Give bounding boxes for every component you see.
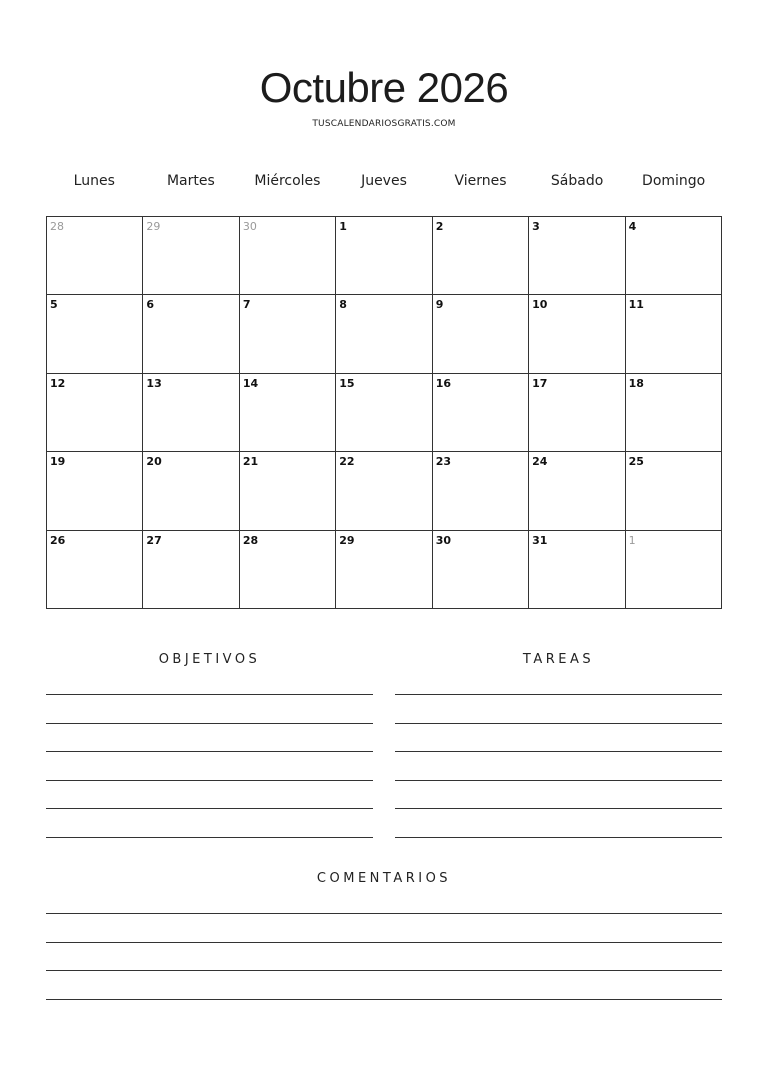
weekday-label: Martes [166, 173, 215, 189]
day-number: 22 [339, 455, 355, 469]
day-number: 7 [242, 298, 251, 312]
day-number: 3 [532, 220, 540, 233]
calendar-day-cell[interactable] [433, 531, 529, 609]
calendar-day-cell[interactable] [143, 531, 239, 609]
day-number: 14 [242, 376, 259, 390]
calendar-day-cell[interactable] [626, 374, 722, 452]
weekday-label: Domingo [642, 173, 706, 189]
adjacent-month-day-number: 1 [628, 533, 636, 547]
tareas-writing-line[interactable] [395, 694, 722, 695]
objetivos-writing-line[interactable] [46, 780, 373, 781]
tareas-writing-line[interactable] [395, 751, 722, 752]
day-number: 5 [50, 298, 58, 312]
day-number: 17 [532, 376, 548, 390]
calendar-day-cell[interactable] [240, 374, 336, 452]
calendar-day-cell[interactable] [143, 295, 239, 373]
tareas-writing-line[interactable] [395, 780, 722, 781]
day-number: 26 [50, 533, 66, 547]
adjacent-month-day-number: 29 [146, 220, 161, 233]
objetivos-heading: OBJETIVOS [158, 652, 261, 667]
calendar-day-cell[interactable] [336, 374, 432, 452]
day-number: 27 [146, 533, 162, 547]
calendar-day-cell[interactable] [626, 217, 722, 295]
day-number: 11 [628, 298, 644, 312]
comentarios-heading: COMENTARIOS [316, 871, 452, 886]
calendar-day-cell[interactable] [626, 295, 722, 373]
objetivos-writing-line[interactable] [46, 751, 373, 752]
comentarios-writing-line[interactable] [46, 942, 722, 943]
tareas-writing-line[interactable] [395, 837, 722, 838]
comentarios-writing-line[interactable] [46, 970, 722, 971]
tareas-heading: TAREAS [522, 652, 595, 667]
calendar-day-cell[interactable] [529, 217, 625, 295]
day-number: 18 [628, 376, 644, 390]
calendar-day-cell[interactable] [47, 295, 143, 373]
day-number: 4 [628, 220, 637, 233]
day-number: 13 [146, 376, 162, 390]
day-number: 24 [532, 455, 548, 469]
tareas-writing-line[interactable] [395, 808, 722, 809]
weekday-header-row [46, 173, 722, 191]
calendar-day-cell[interactable] [529, 374, 625, 452]
calendar-day-cell[interactable] [143, 452, 239, 530]
calendar-day-cell[interactable] [433, 295, 529, 373]
page-title: Octubre 2026 [259, 64, 509, 111]
calendar-day-cell[interactable] [336, 217, 432, 295]
calendar-day-cell[interactable] [529, 531, 625, 609]
calendar-day-cell[interactable] [626, 531, 722, 609]
calendar-day-cell[interactable] [47, 452, 143, 530]
day-number: 30 [435, 533, 452, 547]
day-number: 10 [532, 298, 548, 312]
calendar-day-cell[interactable] [626, 452, 722, 530]
calendar-day-cell[interactable] [529, 452, 625, 530]
website-label: TUSCALENDARIOSGRATIS.COM [312, 119, 456, 129]
calendar-day-cell[interactable] [47, 531, 143, 609]
objetivos-writing-line[interactable] [46, 723, 373, 724]
day-number: 29 [339, 533, 355, 547]
calendar-day-cell[interactable] [143, 374, 239, 452]
calendar-day-cell[interactable] [529, 295, 625, 373]
comentarios-writing-line[interactable] [46, 999, 722, 1000]
day-number: 20 [146, 455, 162, 469]
calendar-day-cell[interactable] [47, 374, 143, 452]
objetivos-writing-line[interactable] [46, 694, 373, 695]
day-number: 12 [50, 376, 66, 390]
day-number: 25 [628, 455, 644, 469]
day-number: 8 [339, 298, 347, 312]
calendar-day-cell[interactable] [47, 217, 143, 295]
day-number: 16 [435, 376, 452, 390]
day-number: 15 [339, 376, 355, 390]
calendar-day-cell[interactable] [143, 217, 239, 295]
weekday-label: Miércoles [254, 173, 321, 189]
day-number: 9 [435, 298, 444, 312]
day-number: 19 [50, 455, 66, 469]
calendar-day-cell[interactable] [433, 452, 529, 530]
calendar-grid [46, 216, 722, 609]
objetivos-writing-line[interactable] [46, 837, 373, 838]
day-number: 6 [146, 298, 155, 312]
calendar-day-cell[interactable] [240, 452, 336, 530]
day-number: 23 [435, 455, 452, 469]
calendar-day-cell[interactable] [433, 374, 529, 452]
day-number: 28 [242, 533, 259, 547]
objetivos-writing-line[interactable] [46, 808, 373, 809]
weekday-label: Lunes [73, 173, 115, 189]
calendar-day-cell[interactable] [240, 531, 336, 609]
day-number: 1 [339, 220, 347, 233]
comentarios-writing-line[interactable] [46, 913, 722, 914]
calendar-day-cell[interactable] [336, 295, 432, 373]
calendar-day-cell[interactable] [240, 217, 336, 295]
calendar-day-cell[interactable] [433, 217, 529, 295]
calendar-day-cell[interactable] [240, 295, 336, 373]
adjacent-month-day-number: 28 [50, 220, 64, 233]
weekday-label: Sábado [550, 173, 604, 189]
weekday-label: Viernes [454, 173, 507, 189]
calendar-day-cell[interactable] [336, 452, 432, 530]
day-number: 31 [532, 533, 548, 547]
weekday-label: Jueves [361, 173, 407, 189]
day-number: 21 [242, 455, 259, 469]
calendar-day-cell[interactable] [336, 531, 432, 609]
adjacent-month-day-number: 30 [242, 220, 257, 233]
tareas-writing-line[interactable] [395, 723, 722, 724]
day-number: 2 [435, 220, 444, 233]
